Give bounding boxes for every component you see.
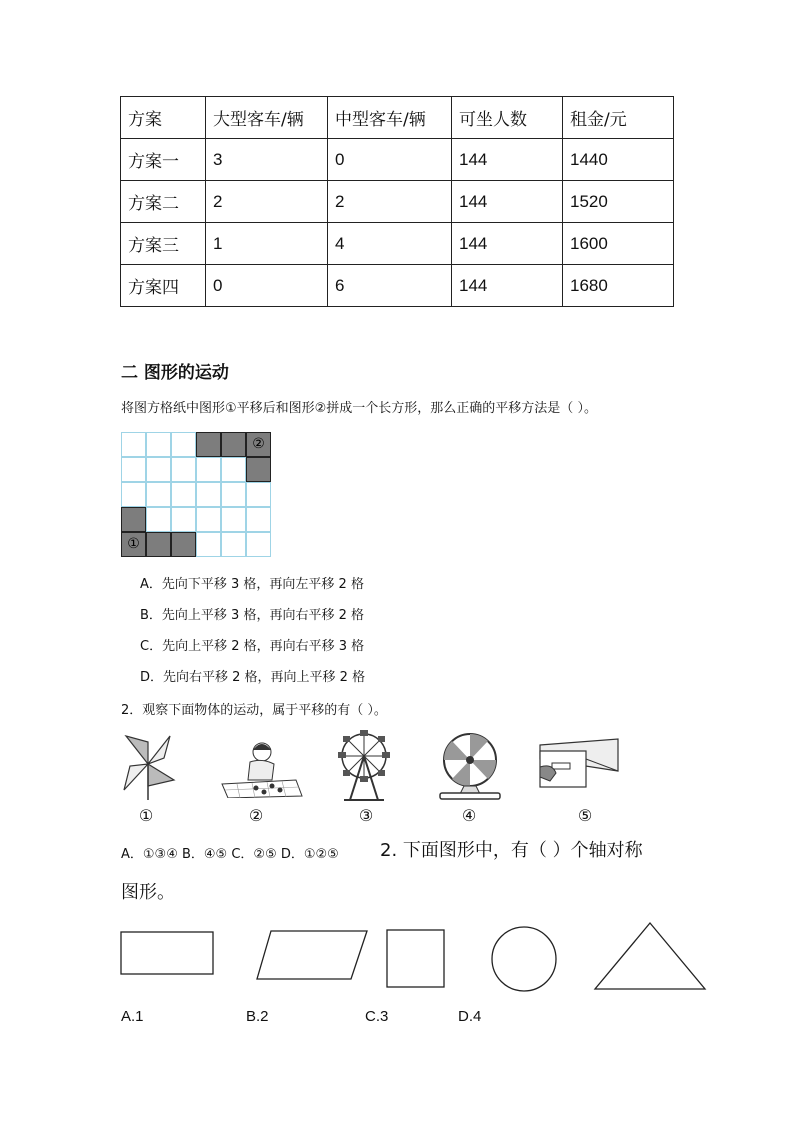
- table-row: [121, 223, 674, 265]
- table-cell: 2: [206, 181, 328, 223]
- grid-cell: [121, 482, 146, 507]
- table-cell: 0: [206, 265, 328, 307]
- grid-cell: [221, 482, 246, 507]
- question-1-option-a[interactable]: A．先向下平移 3 格，再向左平移 2 格: [140, 577, 364, 592]
- table-cell: 1440: [563, 139, 674, 181]
- grid-cell: [121, 457, 146, 482]
- question-3-option-d[interactable]: D.4: [458, 1008, 482, 1025]
- table-cell: 3: [206, 139, 328, 181]
- table-cell: 144: [452, 181, 563, 223]
- table-cell: 1600: [563, 223, 674, 265]
- question-3-text-line-2: 图形。: [121, 882, 175, 903]
- grid-cell: [121, 432, 146, 457]
- grid-cell: [146, 457, 171, 482]
- table-cell: 方案四: [121, 265, 206, 307]
- section-title: 二 图形的运动: [121, 363, 229, 383]
- table-cell: 144: [452, 139, 563, 181]
- shape-1-label: ①: [127, 536, 140, 552]
- table-cell: 0: [328, 139, 452, 181]
- table-header-cell: 大型客车/辆: [206, 97, 328, 139]
- grid-shaded-cell: [146, 532, 171, 557]
- circle-shape: [492, 927, 556, 991]
- picture-label-3: ③: [358, 806, 374, 825]
- picture-label-1: ①: [138, 806, 154, 825]
- grid-cell: [246, 482, 271, 507]
- table-cell: 6: [328, 265, 452, 307]
- question-3-option-c[interactable]: C.3: [365, 1008, 389, 1025]
- grid-shaded-cell: [196, 432, 221, 457]
- grid-shaded-cell: [171, 532, 196, 557]
- table-cell: 1680: [563, 265, 674, 307]
- grid-cell: [146, 432, 171, 457]
- table-cell: 1520: [563, 181, 674, 223]
- rental-plan-table: [120, 96, 674, 307]
- table-header-cell: 可坐人数: [452, 97, 563, 139]
- grid-cell: [171, 432, 196, 457]
- translation-grid-figure: [121, 432, 271, 557]
- table-header-cell: 租金/元: [563, 97, 674, 139]
- table-cell: 1: [206, 223, 328, 265]
- picture-label-2: ②: [248, 806, 264, 825]
- grid-cell: [146, 507, 171, 532]
- child-playing-board-icon: [212, 736, 304, 798]
- question-1-option-b[interactable]: B．先向上平移 3 格，再向右平移 2 格: [140, 608, 364, 623]
- grid-cell: [171, 482, 196, 507]
- grid-cell: [221, 507, 246, 532]
- question-1-option-c[interactable]: C．先向上平移 2 格，再向右平移 3 格: [140, 639, 365, 654]
- grid-cell: [221, 457, 246, 482]
- grid-cell: [146, 482, 171, 507]
- table-row: [121, 181, 674, 223]
- drawer-pull-icon: [536, 737, 622, 789]
- table-cell: 4: [328, 223, 452, 265]
- ferris-wheel-icon: [336, 728, 392, 802]
- question-3-option-a[interactable]: A.1: [121, 1008, 144, 1025]
- table-cell: 方案二: [121, 181, 206, 223]
- table-header-cell: 中型客车/辆: [328, 97, 452, 139]
- pinwheel-icon: [118, 728, 178, 800]
- picture-label-5: ⑤: [577, 806, 593, 825]
- shapes-figure: [115, 915, 715, 995]
- grid-cell: [221, 532, 246, 557]
- grid-cell: [246, 532, 271, 557]
- shape-2-label: ②: [252, 436, 265, 452]
- grid-cell: [196, 532, 221, 557]
- rectangle-shape: [121, 932, 213, 974]
- table-header-cell: 方案: [121, 97, 206, 139]
- table-header-row: [121, 97, 674, 139]
- question-3-option-b[interactable]: B.2: [246, 1008, 269, 1025]
- grid-cell: [171, 457, 196, 482]
- square-shape: [387, 930, 444, 987]
- picture-label-4: ④: [461, 806, 477, 825]
- table-cell: 144: [452, 265, 563, 307]
- table-cell: 2: [328, 181, 452, 223]
- question-2-answers: A．①③④ B．④⑤ C．②⑤ D．①②⑤: [121, 847, 339, 862]
- grid-cell: [196, 457, 221, 482]
- grid-shaded-cell: [221, 432, 246, 457]
- grid-cell: [196, 482, 221, 507]
- question-2-text: 2．观察下面物体的运动，属于平移的有（ ）。: [121, 703, 387, 718]
- question-3-text-line-1: 2. 下面图形中，有（ ）个轴对称: [380, 840, 643, 861]
- triangle-shape: [595, 923, 705, 989]
- table-row: [121, 265, 674, 307]
- table-row: [121, 139, 674, 181]
- grid-cell: [171, 507, 196, 532]
- table-cell: 方案一: [121, 139, 206, 181]
- grid-cell: [196, 507, 221, 532]
- table-cell: 144: [452, 223, 563, 265]
- question-1-text: 将图方格纸中图形①平移后和图形②拼成一个长方形，那么正确的平移方法是（ ）。: [121, 401, 597, 416]
- grid-shaded-cell: [121, 507, 146, 532]
- prize-wheel-icon: [438, 730, 502, 800]
- grid-shaded-cell: [246, 457, 271, 482]
- grid-cell: [246, 507, 271, 532]
- table-cell: 方案三: [121, 223, 206, 265]
- question-1-option-d[interactable]: D．先向右平移 2 格，再向上平移 2 格: [140, 670, 366, 685]
- parallelogram-shape: [257, 931, 367, 979]
